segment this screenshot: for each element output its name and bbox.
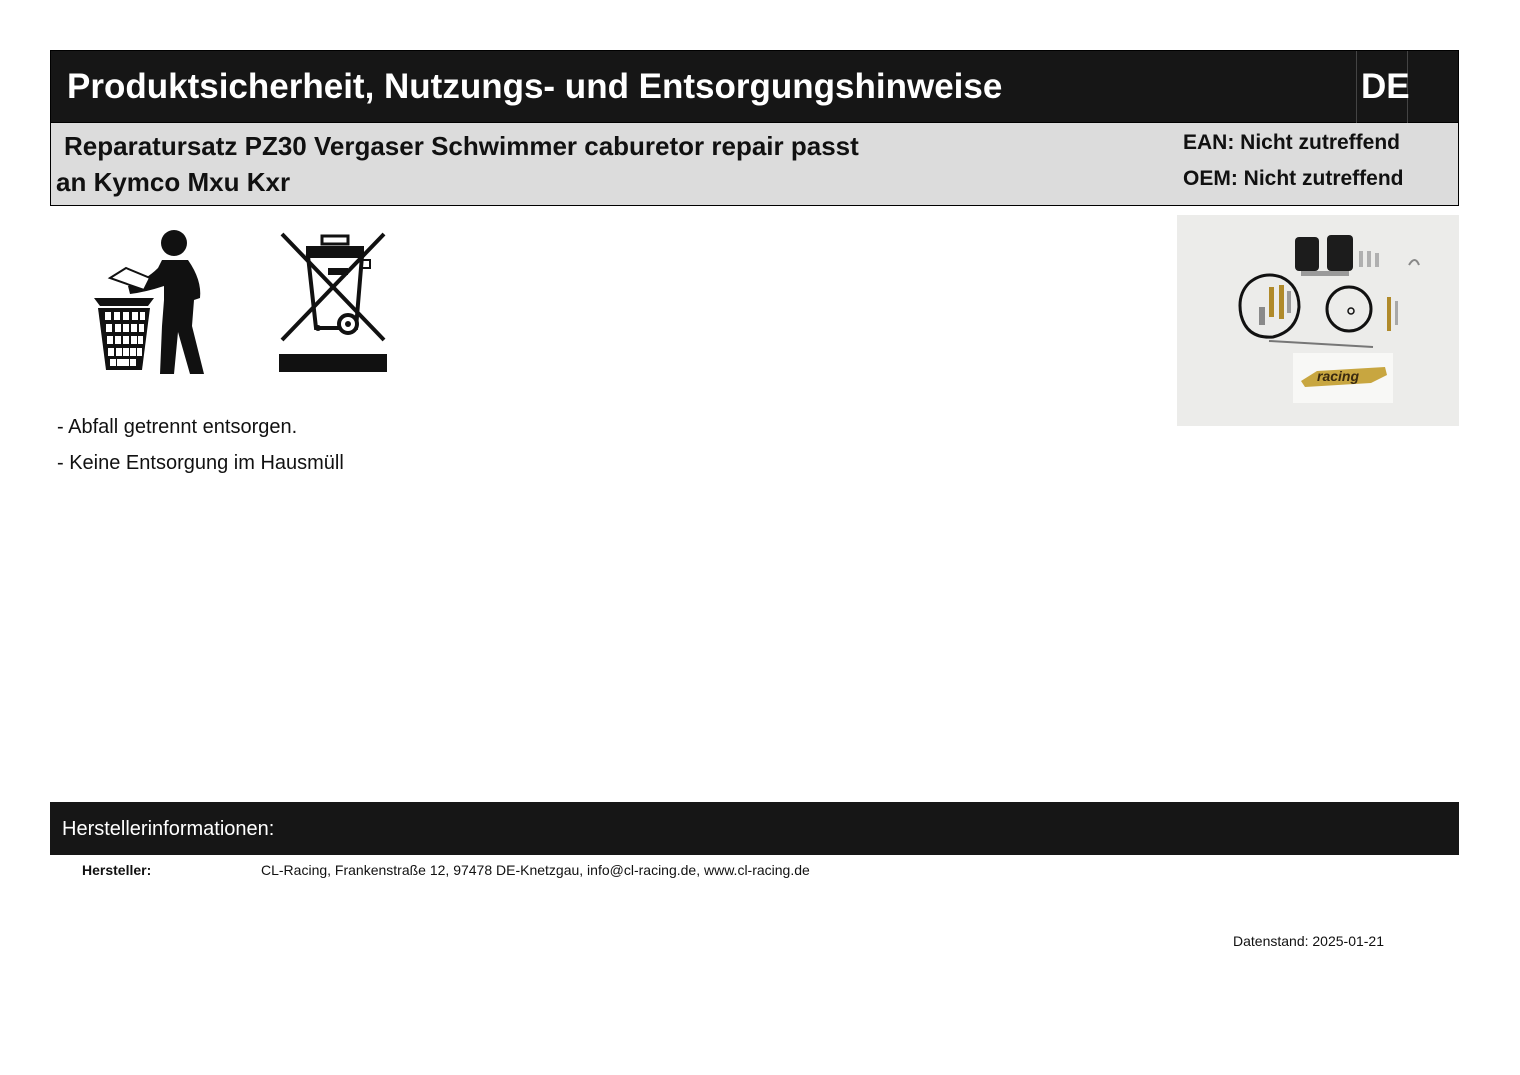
manufacturer-label: Hersteller: xyxy=(82,862,152,878)
weee-crossed-bin-icon xyxy=(276,230,390,374)
oem-label: OEM: Nicht zutreffend xyxy=(1183,167,1404,190)
language-code: DE xyxy=(1361,67,1410,106)
note-item: - Abfall getrennt entsorgen. xyxy=(57,416,298,438)
manufacturer-value: CL-Racing, Frankenstraße 12, 97478 DE-Knetzgau, info@cl-racing.de, www.cl-racing.de xyxy=(261,862,810,878)
manufacturer-section-title: Herstellerinformationen: xyxy=(62,818,275,840)
product-photo xyxy=(1177,215,1459,426)
product-name-line2: an Kymco Mxu Kxr xyxy=(56,167,291,197)
data-date: Datenstand: 2025-01-21 xyxy=(1233,933,1384,949)
language-badge xyxy=(1356,51,1408,123)
title-bar xyxy=(50,50,1459,123)
page-title: Produktsicherheit, Nutzungs- und Entsorgungshinweise xyxy=(67,67,1003,106)
tidyman-disposal-icon xyxy=(92,228,208,376)
product-bar xyxy=(50,123,1459,206)
ean-label: EAN: Nicht zutreffend xyxy=(1183,131,1400,154)
product-logo-text: racing xyxy=(1317,368,1360,384)
manufacturer-bar xyxy=(50,802,1459,855)
product-name xyxy=(56,128,916,200)
disposal-notes xyxy=(57,414,344,486)
product-name-line1: Reparatursatz PZ30 Vergaser Schwimmer caburetor repair passt xyxy=(64,131,859,161)
note-item: - Keine Entsorgung im Hausmüll xyxy=(57,452,344,474)
